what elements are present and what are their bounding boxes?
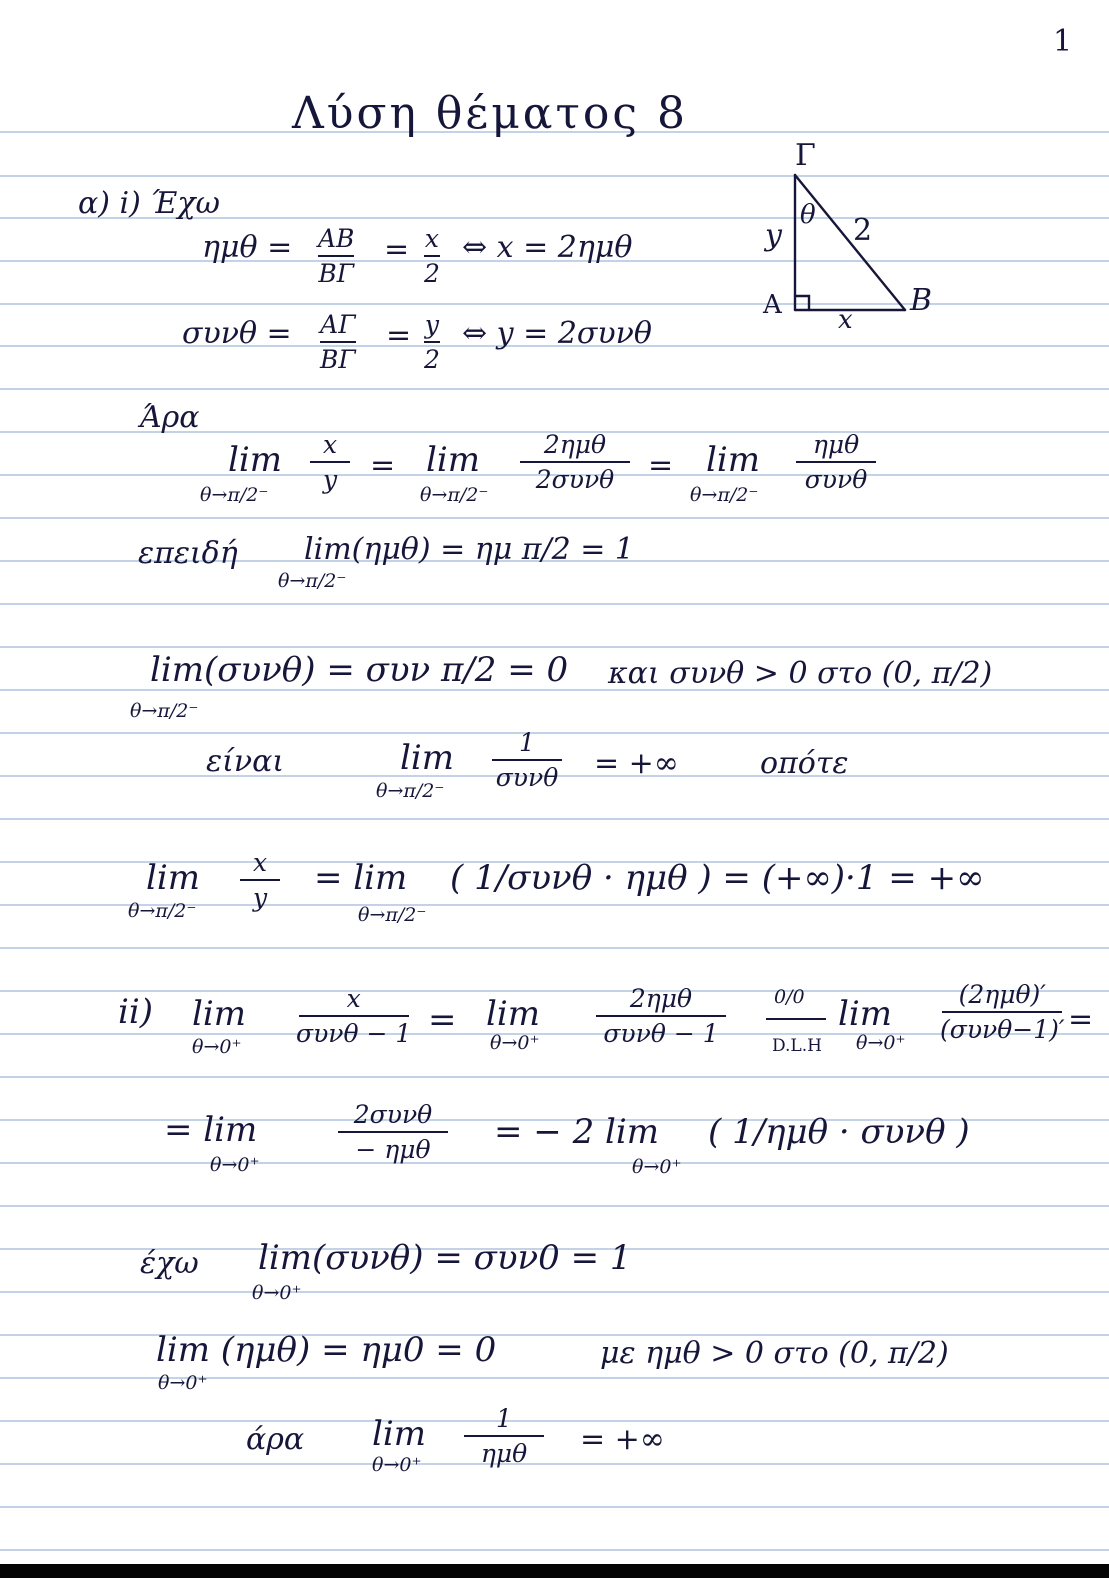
cos-positive-interval: και συνθ > 0 στο (0, π/2) [608, 656, 993, 691]
ii-eq-3: = [1068, 1002, 1094, 1037]
ara-label: Άρα [140, 400, 200, 435]
lim-3-sub: θ→π/2⁻ [690, 484, 759, 506]
sin-ratio-ab-bg: ΑΒ ΒΓ [318, 224, 355, 288]
last-lim: lim [372, 1414, 426, 1454]
sin-limit-expression: lim(ημθ) = ημ π/2 = 1 [304, 532, 634, 567]
lim-2-sub: θ→π/2⁻ [420, 484, 489, 506]
cos-ratio-ag-bg: ΑΓ ΒΓ [320, 310, 356, 374]
side-ag-label: y [765, 218, 782, 253]
ii-frac-x-over-cos-minus-1: x συνθ − 1 [296, 984, 412, 1048]
einai-label: είναι [206, 744, 285, 779]
cos-definition-rhs: ⇔ y = 2συνθ [462, 316, 652, 351]
ii-lim-2: lim [486, 994, 540, 1034]
sin-limit-sub: θ→π/2⁻ [278, 570, 347, 592]
ii-eq-1: = [428, 1000, 457, 1040]
sin-definition-lhs: ημθ = [202, 230, 293, 265]
page-title: Λύση θέματος 8 [292, 88, 688, 139]
dlh-bar [766, 1018, 826, 1020]
last-lim-sub: θ→0⁺ [372, 1454, 422, 1476]
ii-lim-3-sub: θ→0⁺ [856, 1032, 906, 1054]
ii-row2-mid-sub: θ→0⁺ [632, 1156, 682, 1178]
cos-eq-sign: = [386, 318, 412, 353]
vertex-b-label: B [910, 283, 933, 318]
ara-label-2: άρα [246, 1422, 305, 1457]
recip-lim: lim [400, 738, 454, 778]
epeidi-label: επειδή [138, 536, 238, 571]
opote-label: οπότε [760, 746, 849, 781]
recip-lim-sub: θ→π/2⁻ [376, 780, 445, 802]
final-frac-x-over-y: x y [240, 848, 280, 912]
last-frac-1-over-sin: 1 ημθ [464, 1404, 544, 1468]
ii-lim-2-sub: θ→0⁺ [490, 1032, 540, 1054]
sin-definition-rhs: ⇔ x = 2ημθ [462, 230, 633, 265]
lim-2: lim [426, 440, 480, 480]
ii-row2-mid: = − 2 lim [494, 1112, 660, 1152]
page-number: 1 [1053, 24, 1073, 59]
part-ii-label: ii) [118, 992, 154, 1032]
dlh-label: D.L.H [772, 1036, 822, 1056]
ii-frac-2cos-over-minus-sin: 2συνθ − ημθ [338, 1100, 448, 1164]
vertex-g-label: Γ [795, 138, 816, 173]
exo-label: έχω [140, 1246, 199, 1281]
cos-definition-lhs: συνθ = [182, 316, 292, 351]
frac-1-over-cos: 1 συνθ [492, 728, 562, 792]
ii-row2-lim-sub: θ→0⁺ [210, 1154, 260, 1176]
ii-frac-derivatives: (2ημθ)′ (συνθ−1)′ [940, 980, 1065, 1044]
page-bottom-edge [0, 1564, 1109, 1578]
sin-ratio-x-2: x 2 [424, 224, 440, 288]
ii-lim-3: lim [838, 994, 892, 1034]
angle-theta-label: θ [800, 200, 816, 230]
lim-line1-eq1: = [370, 448, 396, 483]
part-a-heading: α) i) Έχω [78, 186, 220, 221]
final-mid-lim-sub: θ→π/2⁻ [358, 904, 427, 926]
final-mid-lim: = lim [314, 858, 408, 898]
frac-sin-over-cos: ημθ συνθ [796, 430, 876, 494]
cos0-limit-expression: lim(συνθ) = συν0 = 1 [258, 1238, 632, 1278]
side-ab-label: x [838, 305, 853, 335]
sin0-positive-interval: με ημθ > 0 στο (0, π/2) [600, 1336, 949, 1371]
lim-1: lim [228, 440, 282, 480]
frac-2sin-over-2cos: 2ημθ 2συνθ [520, 430, 630, 494]
final-lim: lim [146, 858, 200, 898]
lim-3: lim [706, 440, 760, 480]
last-lim-rhs: = +∞ [580, 1422, 665, 1457]
recip-lim-rhs: = +∞ [594, 746, 679, 781]
cos-ratio-y-2: y 2 [424, 310, 440, 374]
ii-row2-lim: = lim [164, 1110, 258, 1150]
side-bg-label: 2 [853, 213, 873, 248]
triangle-hypotenuse [795, 175, 905, 310]
final-product-expression: ( 1/συνθ · ημθ ) = (+∞)·1 = +∞ [450, 858, 985, 898]
dlh-zero-over-zero: 0/0 [774, 986, 805, 1008]
cos0-limit-sub: θ→0⁺ [252, 1282, 302, 1304]
lim-1-sub: θ→π/2⁻ [200, 484, 269, 506]
cos-limit-expression: lim(συνθ) = συν π/2 = 0 [150, 650, 569, 690]
sin0-limit-sub: θ→0⁺ [158, 1372, 208, 1394]
frac-x-over-y: x y [310, 430, 350, 494]
ii-lim-1-sub: θ→0⁺ [192, 1036, 242, 1058]
vertex-a-label: A [763, 290, 782, 320]
sin-eq-sign: = [384, 232, 410, 267]
sin0-limit-expression: lim (ημθ) = ημ0 = 0 [156, 1330, 497, 1370]
ii-row2-product: ( 1/ημθ · συνθ ) [708, 1112, 970, 1152]
ii-lim-1: lim [192, 994, 246, 1034]
cos-limit-sub: θ→π/2⁻ [130, 700, 199, 722]
right-angle-mark [795, 296, 809, 310]
ii-frac-2sin-over-cos-minus-1: 2ημθ συνθ − 1 [596, 984, 726, 1048]
final-lim-sub: θ→π/2⁻ [128, 900, 197, 922]
lim-line1-eq2: = [648, 448, 674, 483]
